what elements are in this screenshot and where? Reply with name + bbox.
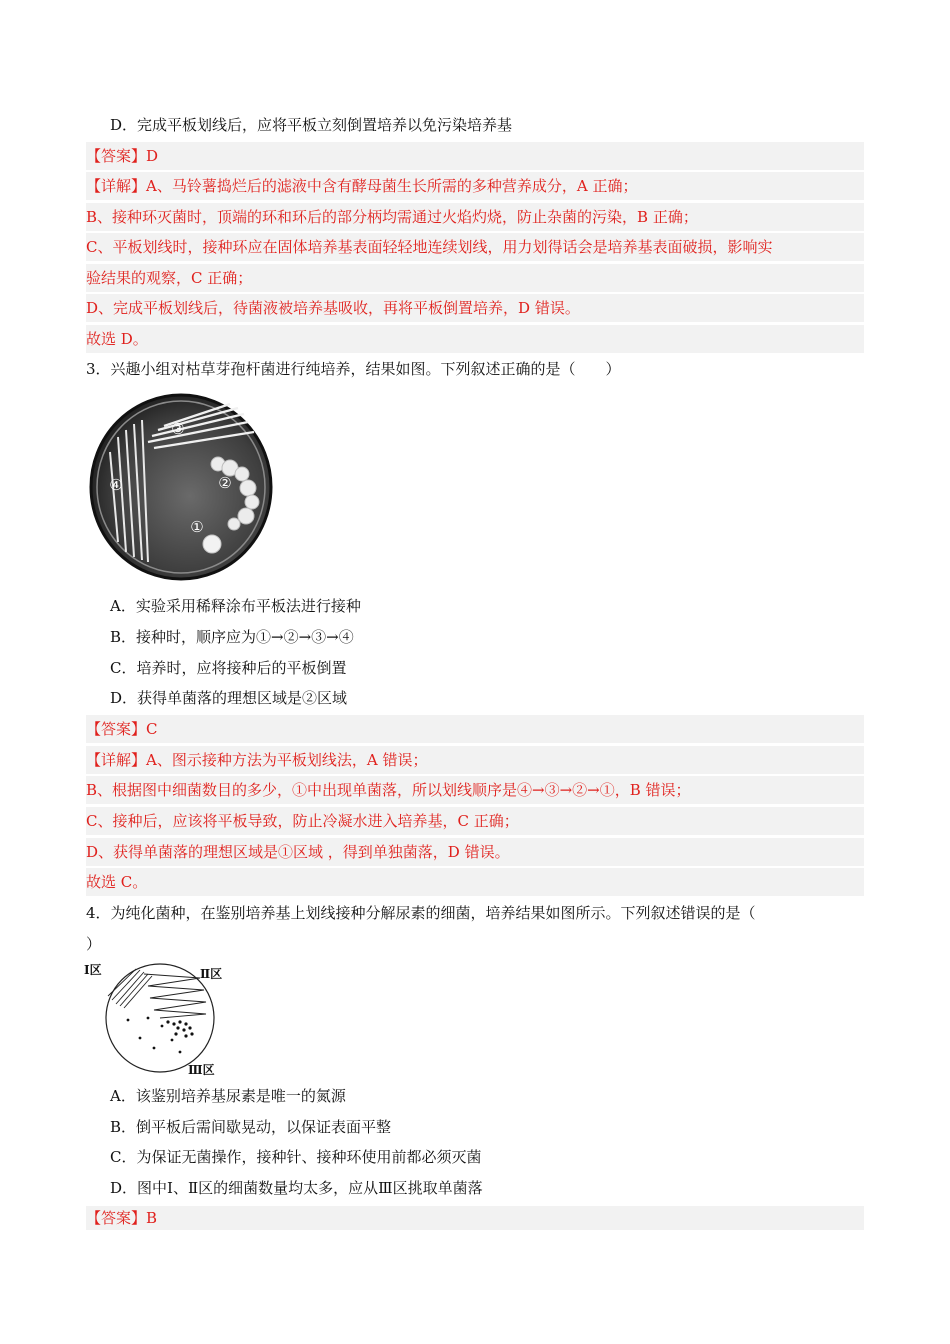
zone-label: ② — [218, 474, 232, 492]
q3-stem: 3．兴趣小组对枯草芽孢杆菌进行纯培养，结果如图。下列叙述正确的是（ ） — [86, 360, 621, 378]
q3-answer — [86, 715, 864, 743]
q4-stem: 4．为纯化菌种，在鉴别培养基上划线接种分解尿素的细菌，培养结果如图所示。下列叙述错误的是（ — [86, 904, 756, 922]
q2-detail-line: 验结果的观察，C 正确； — [86, 264, 864, 292]
detail-tag: 【详解】 — [86, 177, 147, 195]
detail-text: A、图示接种方法为平板划线法，A 错误； — [146, 751, 428, 769]
q4-answer — [86, 1206, 864, 1230]
q4-option-c: C．为保证无菌操作，接种针、接种环使用前都必须灭菌 — [110, 1148, 482, 1166]
answer-tag: 【答案】 — [86, 720, 147, 738]
q2-option-d: D．完成平板划线后，应将平板立刻倒置培养以免污染培养基 — [110, 116, 513, 134]
q4-option-d: D．图中Ⅰ、Ⅱ区的细菌数量均太多，应从Ⅲ区挑取单菌落 — [110, 1179, 483, 1197]
q3-option-a: A．实验采用稀释涂布平板法进行接种 — [110, 597, 361, 615]
zone-label: ④ — [109, 476, 123, 494]
petri-dish-photo — [88, 392, 274, 582]
q2-detail-line — [86, 172, 864, 200]
q3-detail-line: D、获得单菌落的理想区域是①区域 ，得到单独菌落，D 错误。 — [86, 838, 864, 866]
q3-option-b: B．接种时，顺序应为①→②→③→④ — [110, 628, 354, 646]
answer-tag: 【答案】 — [86, 1209, 147, 1227]
q3-detail-line: B、根据图中细菌数目的多少，①中出现单菌落，所以划线顺序是④→③→②→①，B 错误； — [86, 776, 864, 804]
q3-option-d: D．获得单菌落的理想区域是②区域 — [110, 689, 348, 707]
q3-conclusion: 故选 C。 — [86, 868, 864, 896]
answer-value: C — [146, 720, 158, 738]
q4-stem-cont: ） — [86, 935, 102, 953]
answer-value: D — [146, 147, 159, 165]
q4-option-a: A．该鉴别培养基尿素是唯一的氮源 — [110, 1087, 346, 1105]
q4-option-b: B．倒平板后需间歇晃动，以保证表面平整 — [110, 1118, 392, 1136]
answer-tag: 【答案】 — [86, 147, 147, 165]
q2-conclusion: 故选 D。 — [86, 325, 864, 353]
q3-detail-line: C、接种后，应该将平板导致，防止冷凝水进入培养基，C 正确； — [86, 807, 864, 835]
detail-text: A、马铃薯捣烂后的滤液中含有酵母菌生长所需的多种营养成分，A 正确； — [146, 177, 638, 195]
q2-detail-line: D、完成平板划线后，待菌液被培养基吸收，再将平板倒置培养，D 错误。 — [86, 294, 864, 322]
zone-label: ③ — [171, 420, 185, 438]
zone-label: Ⅱ区 — [200, 967, 223, 981]
q3-detail-line — [86, 746, 864, 774]
streak-plate-diagram — [82, 960, 232, 1080]
q2-answer — [86, 142, 864, 170]
detail-tag: 【详解】 — [86, 751, 147, 769]
zone-label: Ⅰ区 — [84, 963, 102, 977]
q2-detail-line: B、接种环灭菌时，顶端的环和环后的部分柄均需通过火焰灼烧，防止杂菌的污染，B 正确； — [86, 203, 864, 231]
answer-value: B — [146, 1209, 158, 1227]
q3-option-c: C．培养时，应将接种后的平板倒置 — [110, 659, 347, 677]
zone-label: Ⅲ区 — [188, 1063, 215, 1077]
q2-detail-line: C、平板划线时，接种环应在固体培养基表面轻轻地连续划线，用力划得话会是培养基表面破损，影响实 — [86, 233, 864, 261]
zone-label: ① — [190, 518, 204, 536]
